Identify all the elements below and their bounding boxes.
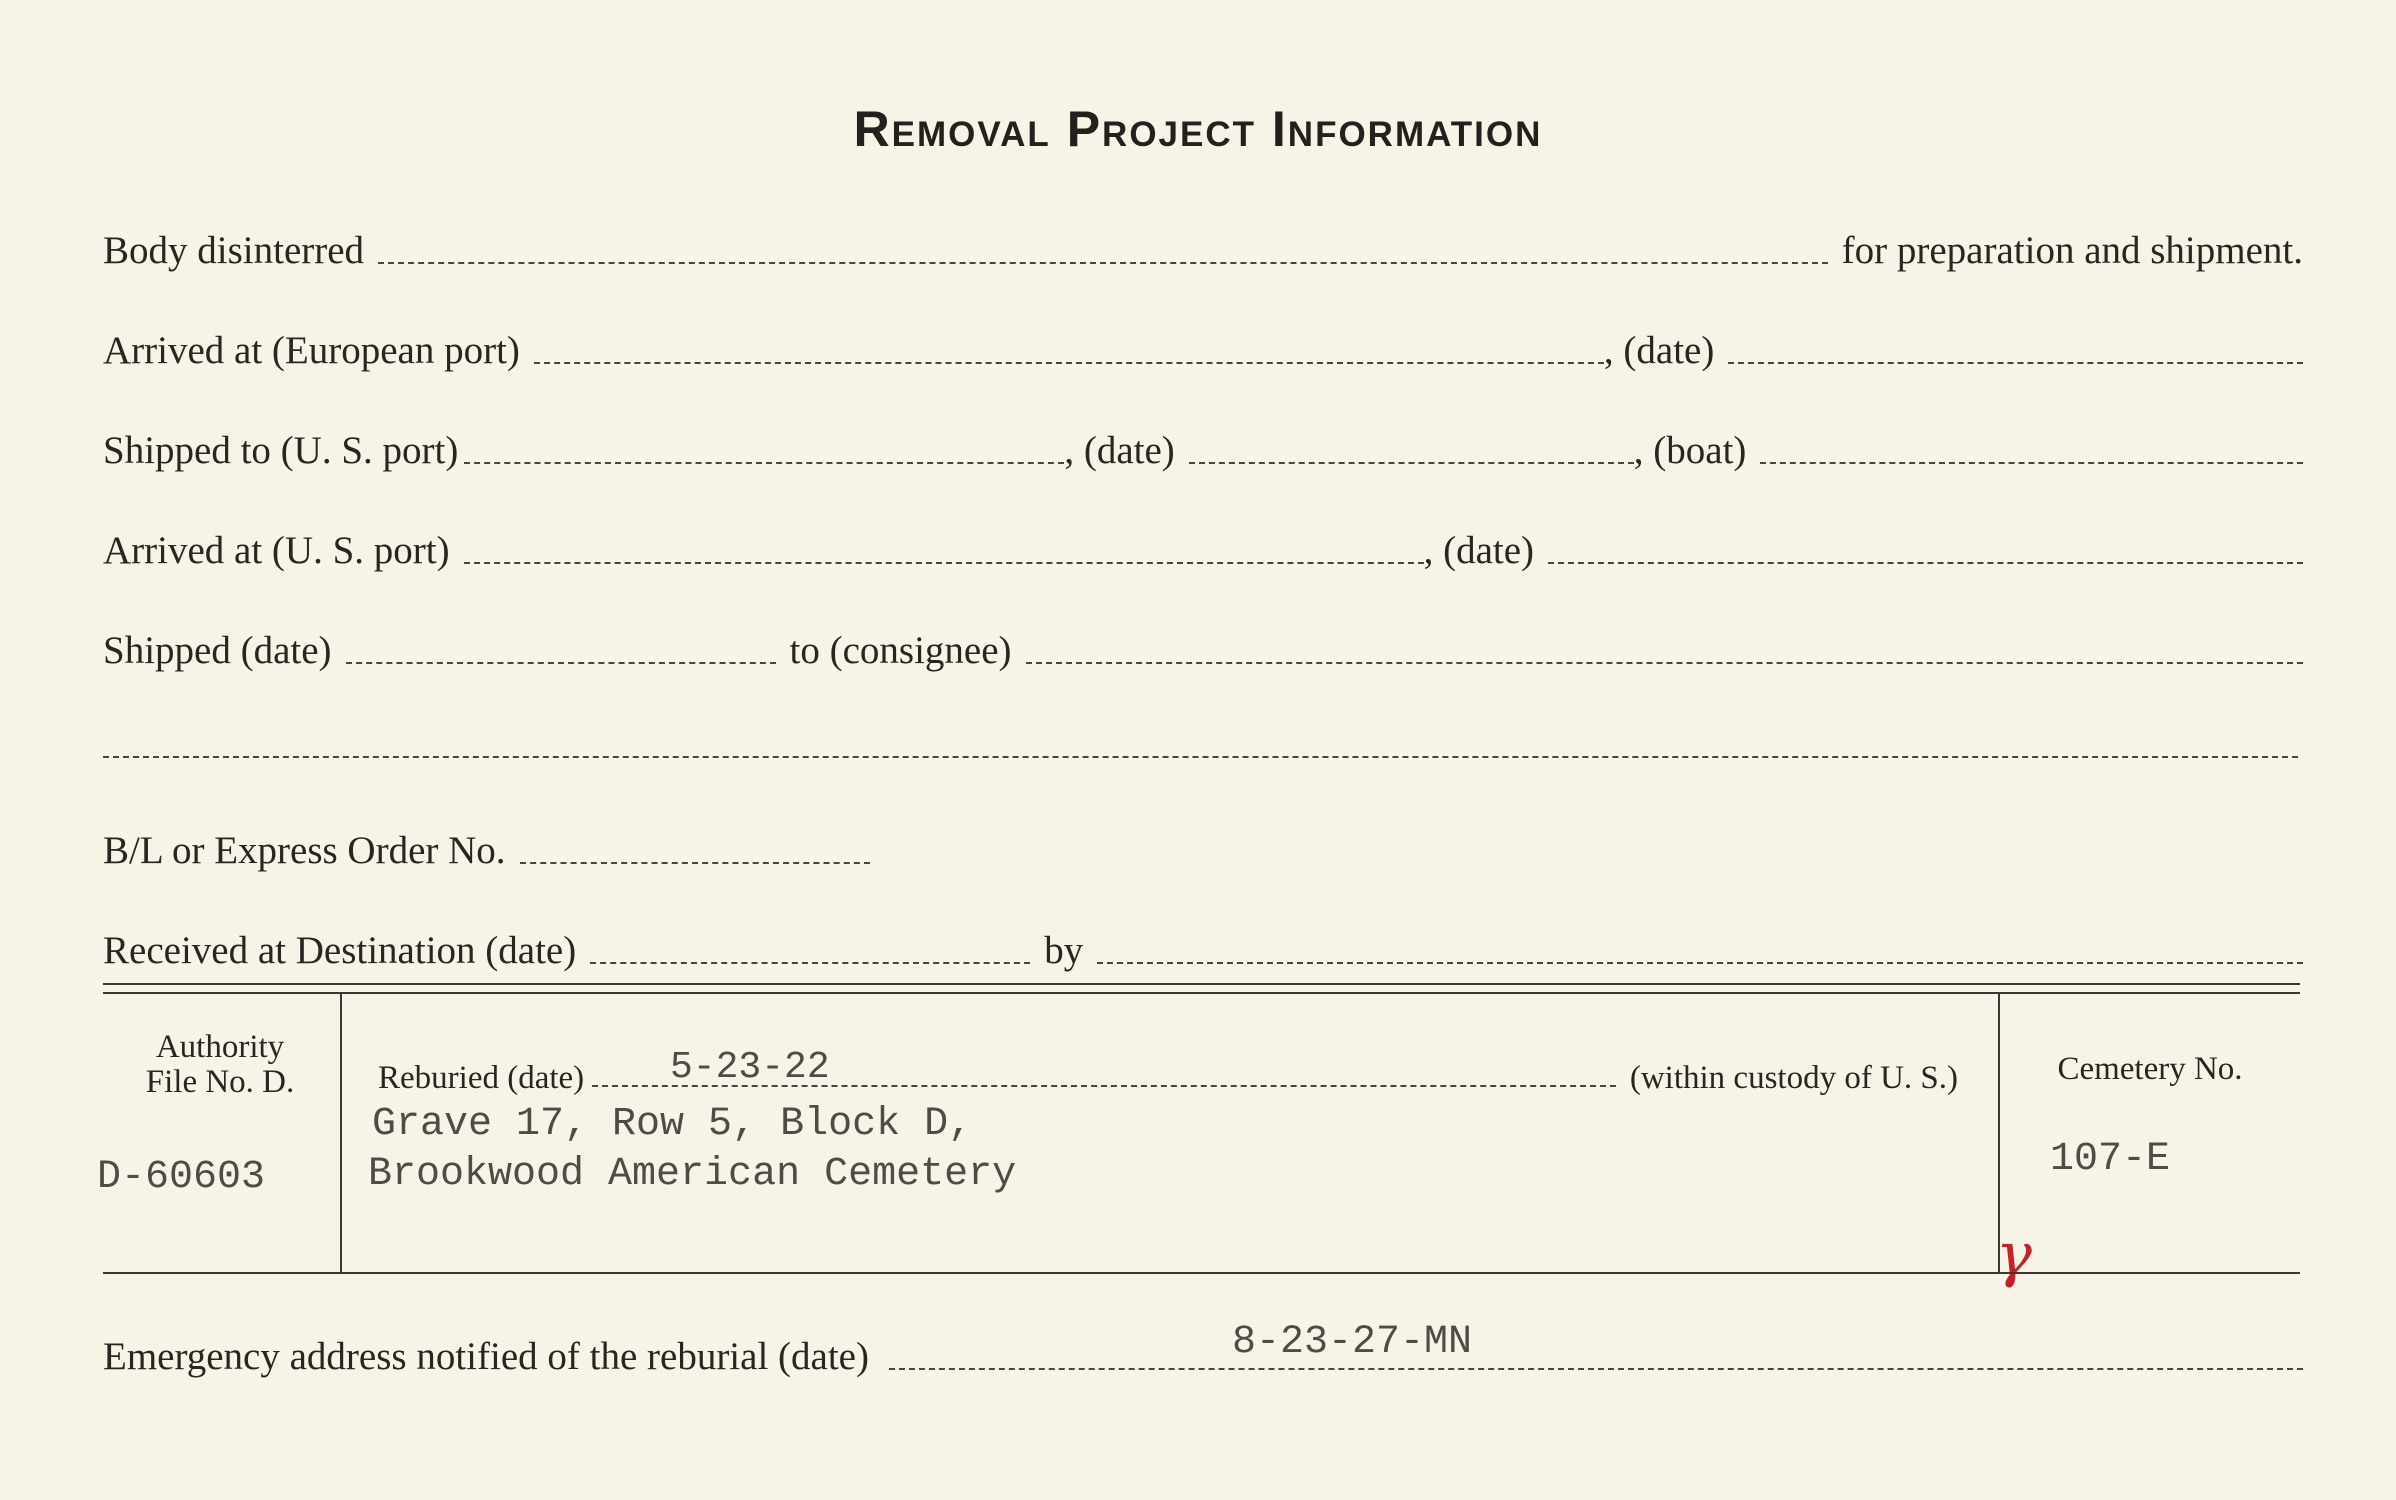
received-by-field[interactable] xyxy=(1097,962,2303,964)
bl-order-label: B/L or Express Order No. xyxy=(103,829,506,872)
reburied-location-line2: Brookwood American Cemetery xyxy=(368,1152,1017,1197)
consignee-field[interactable] xyxy=(1026,662,2303,664)
row-arrived-european xyxy=(103,312,2303,370)
row-arrived-us xyxy=(103,512,2303,570)
shipped-us-label: Shipped to (U. S. port) xyxy=(103,429,459,472)
arrived-european-label: Arrived at (European port) xyxy=(103,329,520,372)
row-reburied xyxy=(378,1045,1958,1095)
cemetery-value: 107-E xyxy=(2050,1137,2171,1182)
shipped-date-label: Shipped (date) xyxy=(103,629,332,672)
arrived-european-date-field[interactable] xyxy=(1728,362,2303,364)
received-by-label: by xyxy=(1044,929,1084,972)
arrived-european-port-field[interactable] xyxy=(534,362,1604,364)
emergency-date-value: 8-23-27-MN xyxy=(1232,1320,1473,1365)
authority-file-value: D-60603 xyxy=(97,1155,266,1200)
custody-label: (within custody of U. S.) xyxy=(1629,1060,1958,1096)
card-title: Removal Project Information xyxy=(853,101,1543,157)
authority-label-line1: Authority xyxy=(155,1029,285,1065)
shipped-us-date-field[interactable] xyxy=(1189,462,1634,464)
arrived-us-date-label: , (date) xyxy=(1423,529,1535,572)
consignee-continuation-field[interactable] xyxy=(103,756,2298,758)
reburied-label: Reburied (date) xyxy=(378,1060,585,1096)
arrived-us-label: Arrived at (U. S. port) xyxy=(103,529,450,572)
row-body-disinterred xyxy=(103,212,2303,270)
authority-label xyxy=(115,1030,325,1099)
reburied-location-line1: Grave 17, Row 5, Block D, xyxy=(372,1102,973,1147)
row-shipped-us xyxy=(103,412,2303,470)
consignee-label: to (consignee) xyxy=(789,629,1012,672)
shipped-us-boat-field[interactable] xyxy=(1760,462,2303,464)
shipped-date-field[interactable] xyxy=(346,662,776,664)
row-received xyxy=(103,912,2303,970)
row-shipped-date xyxy=(103,612,2303,670)
cemetery-label: Cemetery No. xyxy=(2057,1051,2243,1087)
arrived-european-date-label: , (date) xyxy=(1603,329,1715,372)
red-check-mark: γ xyxy=(1996,1220,2032,1290)
body-disinterred-label: Body disinterred xyxy=(103,229,365,272)
authority-label-line2: File No. D. xyxy=(145,1063,295,1100)
authority-divider xyxy=(340,994,342,1272)
reburied-date-value: 5-23-22 xyxy=(670,1046,830,1089)
shipped-us-date-label: , (date) xyxy=(1064,429,1175,472)
body-disinterred-field[interactable] xyxy=(378,262,1828,264)
row-bl-order xyxy=(103,812,2303,870)
shipped-us-port-field[interactable] xyxy=(464,462,1064,464)
bl-order-field[interactable] xyxy=(520,862,870,864)
top-rule-2 xyxy=(103,992,2300,994)
arrived-us-date-field[interactable] xyxy=(1548,562,2303,564)
emergency-date-field[interactable] xyxy=(889,1368,2303,1370)
top-rule-1 xyxy=(103,983,2300,985)
body-disinterred-suffix: for preparation and shipment. xyxy=(1841,229,2303,272)
row-emergency xyxy=(103,1318,2303,1376)
arrived-us-port-field[interactable] xyxy=(464,562,1424,564)
shipped-us-boat-label: , (boat) xyxy=(1633,429,1747,472)
emergency-label: Emergency address notified of the reburial (date) xyxy=(103,1335,869,1378)
bottom-rule xyxy=(103,1272,2300,1274)
received-label: Received at Destination (date) xyxy=(103,929,577,972)
received-date-field[interactable] xyxy=(590,962,1030,964)
